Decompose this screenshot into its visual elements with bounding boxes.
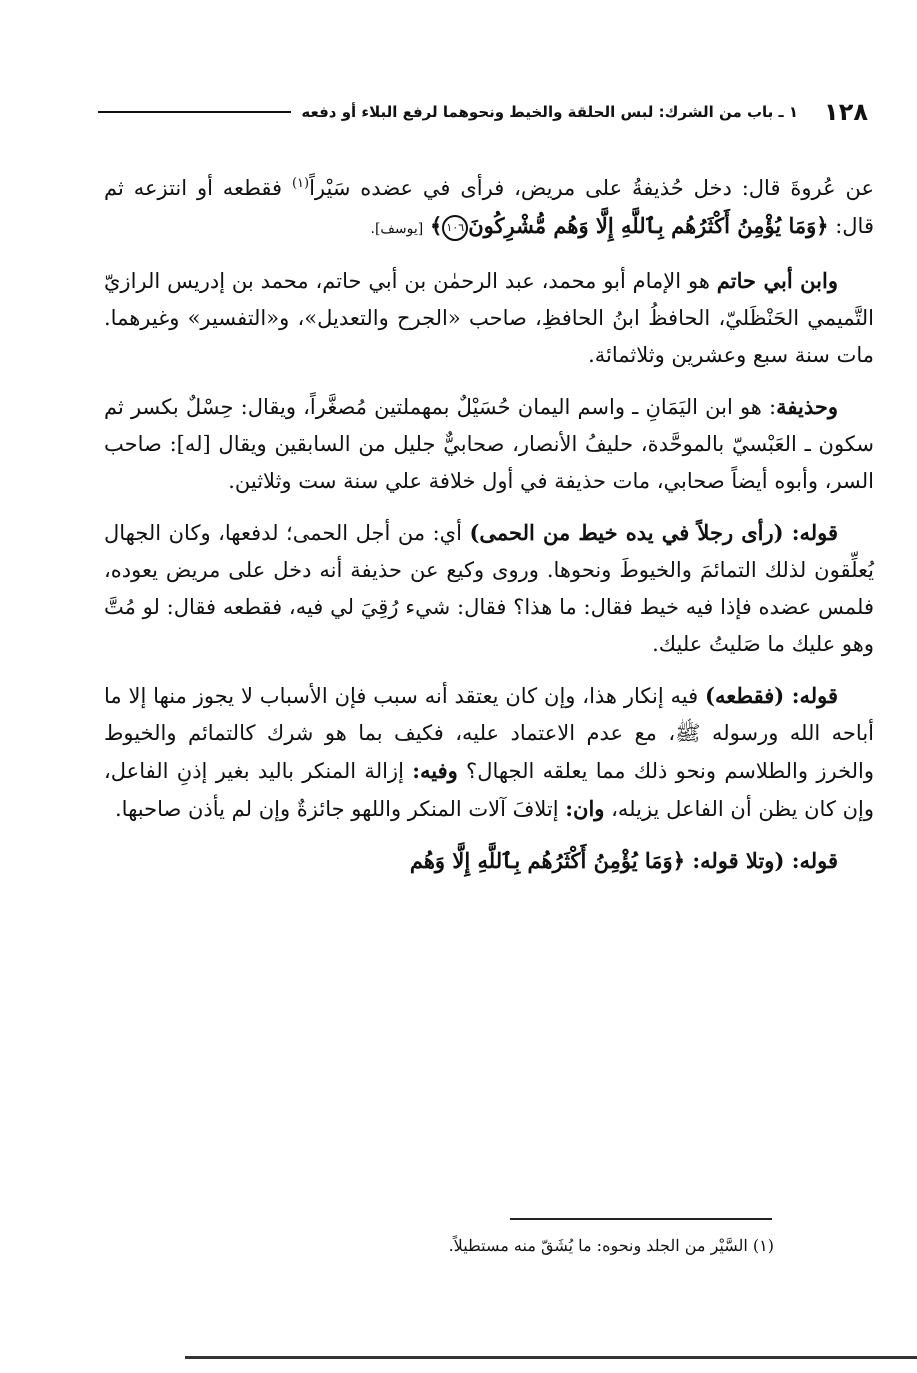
surah-reference: [يوسف]. [370,221,424,237]
ayah-number-icon: ١٠٦ [442,215,468,241]
paragraph-recited [104,842,874,880]
paragraph-text-end: إتلافَ آلات المنكر واللهو جائزةٌ وإن لم يأذن صاحبها. [115,797,566,821]
paragraph-fever-thread [104,514,874,663]
paragraph-lead-secondary: وفيه: [412,758,458,783]
footnote-separator [510,1218,772,1220]
paragraph-lead: وابن أبي حاتم [716,268,838,293]
running-title: ١ ـ باب من الشرك: لبس الحلقة والخيط ونحوهما لرفع البلاء أو دفعه [301,103,799,121]
paragraph-cut-it [104,677,874,828]
paragraph-text: فيه إنكار هذا، وإن كان يعتقد أنه سبب فإن الأسباب لا يجوز منها إلا ما أباحه الله ورسوله ﷺ، مع عدم الاعتماد عليه، فكيف بما هو شرك كالتمائم والخيوط والخرز والطلاسم ونحو ذلك مما يعلقه الجهال؟ [104,684,875,783]
paragraph-lead: قوله: (فقطعه) [705,683,838,708]
paragraph-ibn-abi-hatim [104,262,874,374]
paragraph-text: : هو ابن اليَمَانِ ـ واسم اليمان حُسَيْلٌ بمهملتين مُصغَّراً، ويقال: حِسْلٌ بكسر ثم سكون ـ العَبْسيّ بالموحَّدة، حليفُ الأنصار، صحابيٌّ جليل من السابقين ويقال [له]: صاحب السر، وأبوه أيضاً صحابي، مات حذيفة في أول خلافة علي سنة ست وثلاثين. [104,395,874,493]
page-header [98,92,868,132]
header-rule [98,111,291,113]
quran-close-bracket: ﴾ [429,213,443,238]
quran-verse: ﴿وَمَا يُؤْمِنُ أَكْثَرُهُم بِٱللَّهِ إِلَّا وَهُم مُّشْرِكُونَ [468,213,829,238]
quran-verse: ﴿وَمَا يُؤْمِنُ أَكْثَرُهُم بِٱللَّهِ إِلَّا وَهُم [409,848,686,873]
hadith-text-continued: فقطعه أو انتزعه ثم قال: [104,176,874,238]
footnote: (١) السَّيْر من الجلد ونحوه: ما يُشَقّ منه مستطيلاً. [448,1236,774,1255]
paragraph-lead: قوله: (وتلا قوله: [685,848,838,873]
paragraph-text-continued: إزالة المنكر باليد بغير إذنِ الفاعل، وإن كان يظن أن الفاعل يزيله، [104,759,874,821]
paragraph-lead: قوله: (رأى رجلاً في يده خيط من الحمى) [469,520,838,545]
paragraph-hudhayfa [104,388,874,500]
main-text [104,165,874,894]
paragraph-text: أي: من أجل الحمى؛ لدفعها، وكان الجهال يُعلِّقون لذلك التمائمَ والخيوطَ ونحوها. وروى وكيع عن حذيفة أنه دخل على مريض يعوده، فلمس عضده فإذا فيه خيط فقال: ما هذا؟ فقال: شيء رُقِيَ لي فيه، فقطعه فقال: لو مُتَّ وهو عليك ما صَليتُ عليك. [104,521,874,656]
paragraph-hadith [104,165,874,248]
paragraph-lead: وحذيفة [776,394,838,419]
footnote-reference: (١) [291,176,310,191]
page-number: ١٢٨ [824,98,868,126]
paragraph-text: هو الإمام أبو محمد، عبد الرحمٰن بن أبي حاتم، محمد بن إدريس الرازيّ التَّميمي الحَنْظَليّ، الحافظُ ابنُ الحافظِ، صاحب «الجرح والتعديل»، و«التفسير» وغيرهما. مات سنة سبع وعشرين وثلاثمائة. [104,269,874,367]
hadith-text: عن عُروةَ قال: دخل حُذيفةُ على مريض، فرأى في عضده سَيْراً [309,176,874,200]
paragraph-lead-tertiary: وان: [565,796,605,821]
page-bottom-edge [185,1356,917,1359]
